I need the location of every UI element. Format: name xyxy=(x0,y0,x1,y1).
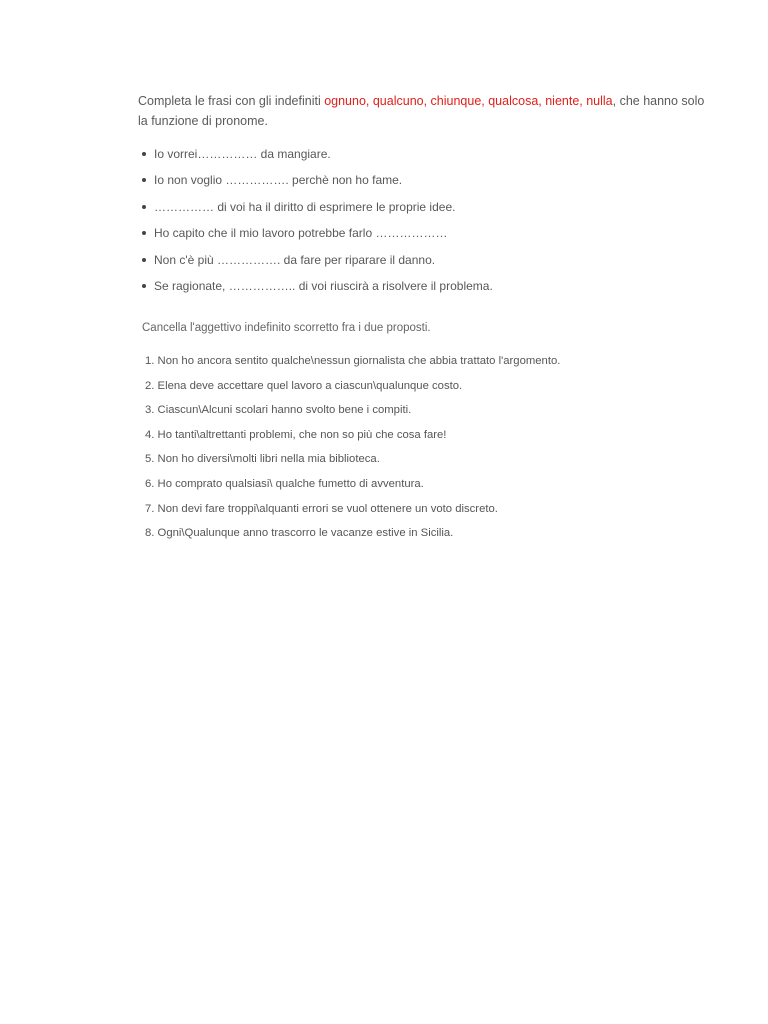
instruction-text-end: , che hanno solo la funzione di pronome. xyxy=(138,94,705,128)
highlighted-pronouns: ognuno, qualcuno, chiunque, qualcosa, niente, nulla xyxy=(324,94,613,108)
exercise2-instruction: Cancella l'aggettivo indefinito scorretto fra i due proposti. xyxy=(142,322,431,334)
list-item: 4. Ho tanti\altrettanti problemi, che non so più che cosa fare! xyxy=(145,428,447,441)
list-item: Non c'è più ……………. da fare per riparare il danno. xyxy=(154,249,493,275)
exercise2-list xyxy=(145,351,560,548)
list-item: …………… di voi ha il diritto di esprimere le proprie idee. xyxy=(154,196,493,222)
list-item: 8. Ogni\Qualunque anno trascorro le vacanze estive in Sicilia. xyxy=(145,527,454,540)
exercise1-list xyxy=(138,143,493,301)
list-item: Se ragionate, …………….. di voi riuscirà a risolvere il problema. xyxy=(154,275,493,301)
list-item: 3. Ciascun\Alcuni scolari hanno svolto bene i compiti. xyxy=(145,404,412,417)
list-item: Io vorrei…………… da mangiare. xyxy=(154,143,493,169)
list-item: 7. Non devi fare troppi\alquanti errori se vuol ottenere un voto discreto. xyxy=(145,502,498,515)
exercise1-instruction xyxy=(138,91,710,131)
instruction-text-start: Completa le frasi con gli indefiniti xyxy=(138,94,325,108)
list-item: Io non voglio ……………. perchè non ho fame. xyxy=(154,169,493,195)
list-item: 5. Non ho diversi\molti libri nella mia biblioteca. xyxy=(145,453,380,466)
list-item: 2. Elena deve accettare quel lavoro a ciascun\qualunque costo. xyxy=(145,379,463,392)
list-item: Ho capito che il mio lavoro potrebbe farlo ……………… xyxy=(154,222,493,248)
list-item: 1. Non ho ancora sentito qualche\nessun giornalista che abbia trattato l'argomento. xyxy=(145,355,561,367)
list-item: 6. Ho comprato qualsiasi\ qualche fumetto di avventura. xyxy=(145,477,424,490)
